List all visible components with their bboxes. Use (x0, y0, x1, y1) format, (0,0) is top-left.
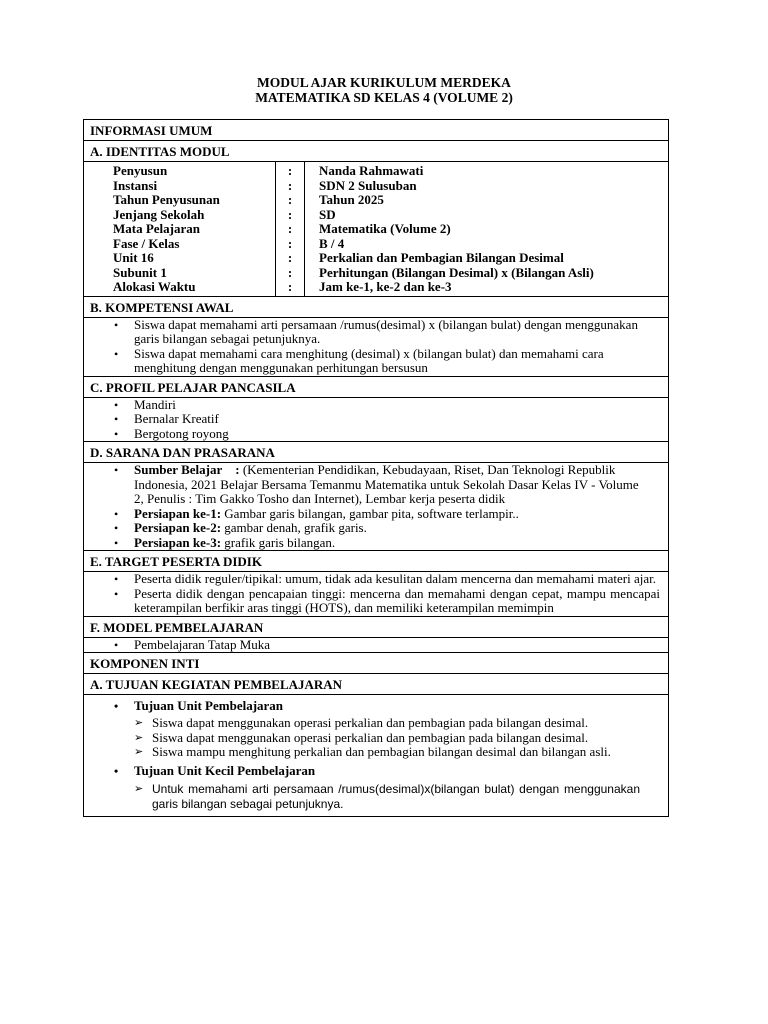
model-list (84, 638, 668, 653)
identitas-colon: : (276, 193, 305, 208)
identitas-value: SDN 2 Sulusuban (319, 177, 417, 193)
identitas-label: Fase / Kelas (113, 235, 180, 251)
identitas-row (84, 237, 668, 252)
tujuan-unit-list (84, 716, 668, 760)
identitas-label: Mata Pelajaran (113, 221, 201, 236)
section-identitas-modul: A. IDENTITAS MODUL (84, 141, 669, 162)
identitas-value: B / 4 (319, 235, 345, 251)
list-item: • Pembelajaran Tatap Muka (84, 638, 668, 653)
identitas-value: Perhitungan (Bilangan Desimal) x (Bilangan Asli) (319, 264, 594, 280)
list-item: • Siswa dapat memahami cara menghitung (desimal) x (bilangan bulat) dan memahami cara menghitung dengan menggunakan perhitungan bersusun (84, 347, 668, 376)
persiapan-label: Persiapan ke-1: (134, 505, 222, 521)
section-sarana: D. SARANA DAN PRASARANA (84, 442, 669, 463)
model-cell (84, 637, 669, 653)
section-komponen-inti: KOMPONEN INTI (84, 653, 669, 674)
target-list (84, 572, 668, 616)
identitas-colon: : (276, 280, 305, 296)
list-item: ➢ Siswa dapat menggunakan operasi perkalian dan pembagian pada bilangan desimal. (84, 731, 668, 746)
sumber-belajar-colon: : (235, 462, 240, 477)
list-item: • Peserta didik reguler/tipikal: umum, tidak ada kesulitan dalam mencerna dan memahami materi ajar. (84, 572, 668, 587)
list-item (84, 536, 668, 551)
sarana-cell (84, 463, 669, 551)
identitas-value: Perkalian dan Pembagian Bilangan Desimal (319, 250, 564, 265)
persiapan-label: Persiapan ke-2: (134, 520, 222, 535)
persiapan-label: Persiapan ke-3: (134, 534, 222, 550)
identitas-row (84, 179, 668, 194)
section-profil-pelajar: C. PROFIL PELAJAR PANCASILA (84, 376, 669, 397)
persiapan-text: grafik garis bilangan. (221, 534, 336, 550)
kompetensi-cell (84, 317, 669, 376)
identitas-value: Matematika (Volume 2) (319, 221, 451, 236)
section-target-peserta: E. TARGET PESERTA DIDIK (84, 551, 669, 572)
sarana-list (84, 463, 668, 550)
list-item: • Bernalar Kreatif (84, 412, 668, 427)
list-item: ➢ Siswa dapat menggunakan operasi perkalian dan pembagian pada bilangan desimal. (84, 716, 668, 731)
identitas-colon: : (276, 237, 305, 252)
identitas-colon: : (276, 266, 305, 281)
section-informasi-umum: INFORMASI UMUM (84, 120, 669, 141)
identitas-label: Subunit 1 (113, 264, 167, 280)
list-item: • Peserta didik dengan pencapaian tinggi: mencerna dan memahami dengan cepat, mampu mencapai keterampilan berfikir aras tinggi (HOTS), dan memiliki keterampilan memimpin (84, 587, 668, 616)
identitas-label: Unit 16 (113, 250, 154, 265)
identitas-value: SD (319, 206, 336, 222)
identitas-colon: : (276, 179, 305, 194)
identitas-label: Alokasi Waktu (113, 279, 196, 294)
list-item: • Bergotong royong (84, 427, 668, 442)
list-item (84, 521, 668, 536)
list-item (84, 463, 668, 507)
list-item: ➢ Untuk memahami arti persamaan /rumus(desimal)x(bilangan bulat) dengan menggunakan garis bilangan sebagai petunjuknya. (84, 782, 668, 812)
identitas-colon: : (276, 222, 305, 237)
target-cell (84, 572, 669, 617)
identitas-row (84, 193, 668, 208)
persiapan-text: Gambar garis bilangan, gambar pita, software terlampir.. (221, 505, 519, 521)
tujuan-unit-title: • Tujuan Unit Pembelajaran (84, 698, 668, 714)
tujuan-cell (84, 695, 669, 817)
module-table (83, 119, 669, 817)
identitas-cell (84, 162, 669, 297)
sumber-belajar-label: Sumber Belajar (134, 462, 223, 477)
identitas-value: Tahun 2025 (319, 192, 384, 207)
identitas-colon: : (276, 208, 305, 223)
kompetensi-list (84, 318, 668, 376)
tujuan-kecil-list (84, 763, 668, 779)
identitas-row (84, 222, 668, 237)
tujuan-kecil-title: • Tujuan Unit Kecil Pembelajaran (84, 763, 668, 779)
identitas-colon: : (276, 251, 305, 266)
identitas-row (84, 162, 668, 179)
profil-cell (84, 397, 669, 442)
section-tujuan: A. TUJUAN KEGIATAN PEMBELAJARAN (84, 674, 669, 695)
profil-list (84, 398, 668, 442)
identitas-value: Nanda Rahmawati (319, 163, 424, 178)
tujuan-kecil-items (84, 782, 668, 812)
sumber-belajar-text: (Kementerian Pendidikan, Kebudayaan, Riset, Dan Teknologi Republik Indonesia, 2021 Belajar Bersama Temanmu Matematika untuk Sekolah Dasar Kelas IV - Volume 2, Penulis : Tim Gakko Tosho dan Internet), Lembar kerja peserta didik (134, 462, 639, 506)
identitas-row (84, 251, 668, 266)
tujuan-list (84, 698, 668, 714)
list-item: • Siswa dapat memahami arti persamaan /rumus(desimal) x (bilangan bulat) dengan menggunakan garis bilangan sebagai petunjuknya. (84, 318, 668, 347)
section-model-pembelajaran: F. MODEL PEMBELAJARAN (84, 616, 669, 637)
identitas-colon: : (276, 162, 305, 179)
document-subtitle: MATEMATIKA SD KELAS 4 (VOLUME 2) (255, 90, 513, 105)
identitas-value: Jam ke-1, ke-2 dan ke-3 (319, 279, 452, 294)
identitas-label: Tahun Penyusunan (113, 192, 220, 207)
identitas-label: Penyusun (113, 163, 168, 178)
identitas-table (84, 162, 668, 296)
identitas-row (84, 208, 668, 223)
identitas-label: Jenjang Sekolah (113, 206, 205, 222)
list-item: • Mandiri (84, 398, 668, 413)
document-title: MODUL AJAR KURIKULUM MERDEKA (257, 75, 511, 90)
identitas-row (84, 266, 668, 281)
persiapan-text: gambar denah, grafik garis. (221, 520, 367, 535)
section-kompetensi-awal: B. KOMPETENSI AWAL (84, 296, 669, 317)
identitas-row (84, 280, 668, 296)
list-item (84, 507, 668, 522)
identitas-label: Instansi (113, 177, 158, 193)
list-item: ➢ Siswa mampu menghitung perkalian dan pembagian bilangan desimal dan bilangan asli. (84, 745, 668, 760)
